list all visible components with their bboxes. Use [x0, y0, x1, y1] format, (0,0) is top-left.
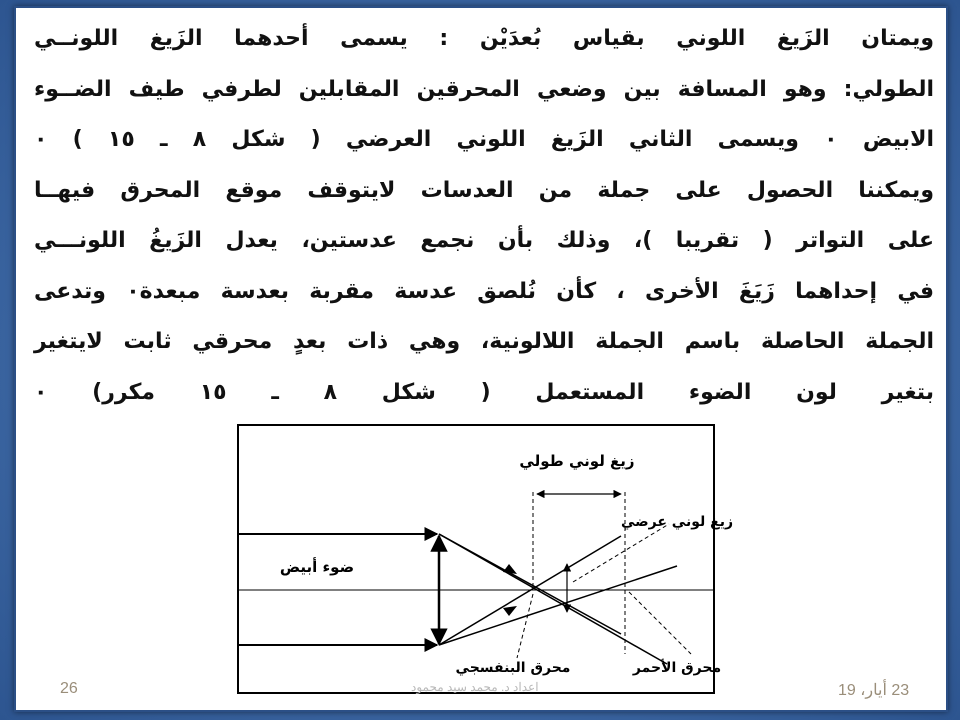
paragraph — [34, 14, 934, 418]
paragraph-line: على التواتر ( تقريبا )، وذلك بأن نجمع عدستين، يعدل الزَيغُ اللونـــي — [34, 228, 934, 253]
footer-date: 23 أيار، 19 — [838, 682, 910, 699]
label-longitudinal: زيغ لوني طولي — [519, 452, 635, 470]
slide — [14, 6, 948, 712]
author-credit: اعداد د. محمد سيد محمود — [411, 680, 539, 694]
paragraph-line: الجملة الحاصلة باسم الجملة اللالونية، وهي ذات بعدٍ محرقي ثابت لايتغير — [34, 329, 934, 354]
paragraph-line: بتغير لون الضوء المستعمل ( شكل ٨ ـ ١٥ مكرر) ٠ — [34, 379, 934, 405]
paragraph-line: في إحداهما زَيَغَ الأخرى ، كأن نُلصق عدسة مقربة بعدسة مبعدة٠ وتدعى — [34, 278, 934, 304]
chromatic-aberration-diagram — [237, 424, 734, 696]
paragraph-line: ويمتان الزَيغ اللوني بقياس بُعدَيْن : يسمى أحدهما الزَيغ اللونــي — [34, 26, 934, 51]
label-transverse: زيغ لوني عرضي — [620, 514, 734, 530]
paragraph-line: الابيض ٠ ويسمى الثاني الزَيغ اللوني العرضي ( شكل ٨ ـ ١٥ ) ٠ — [34, 127, 934, 152]
paragraph-line: ويمكننا الحصول على جملة من العدسات لايتوقف موقع المحرق فيهــا — [34, 177, 934, 203]
label-white-light: ضوء أبيض — [279, 558, 355, 576]
label-red-focus: محرق الأحمر — [632, 660, 722, 676]
page-number: 26 — [60, 680, 78, 697]
paragraph-line: الطولي: وهو المسافة بين وضعي المحرقين المقابلين لطرفي طيف الضــوء — [34, 76, 934, 102]
label-violet-focus: محرق البنفسجي — [455, 660, 571, 676]
